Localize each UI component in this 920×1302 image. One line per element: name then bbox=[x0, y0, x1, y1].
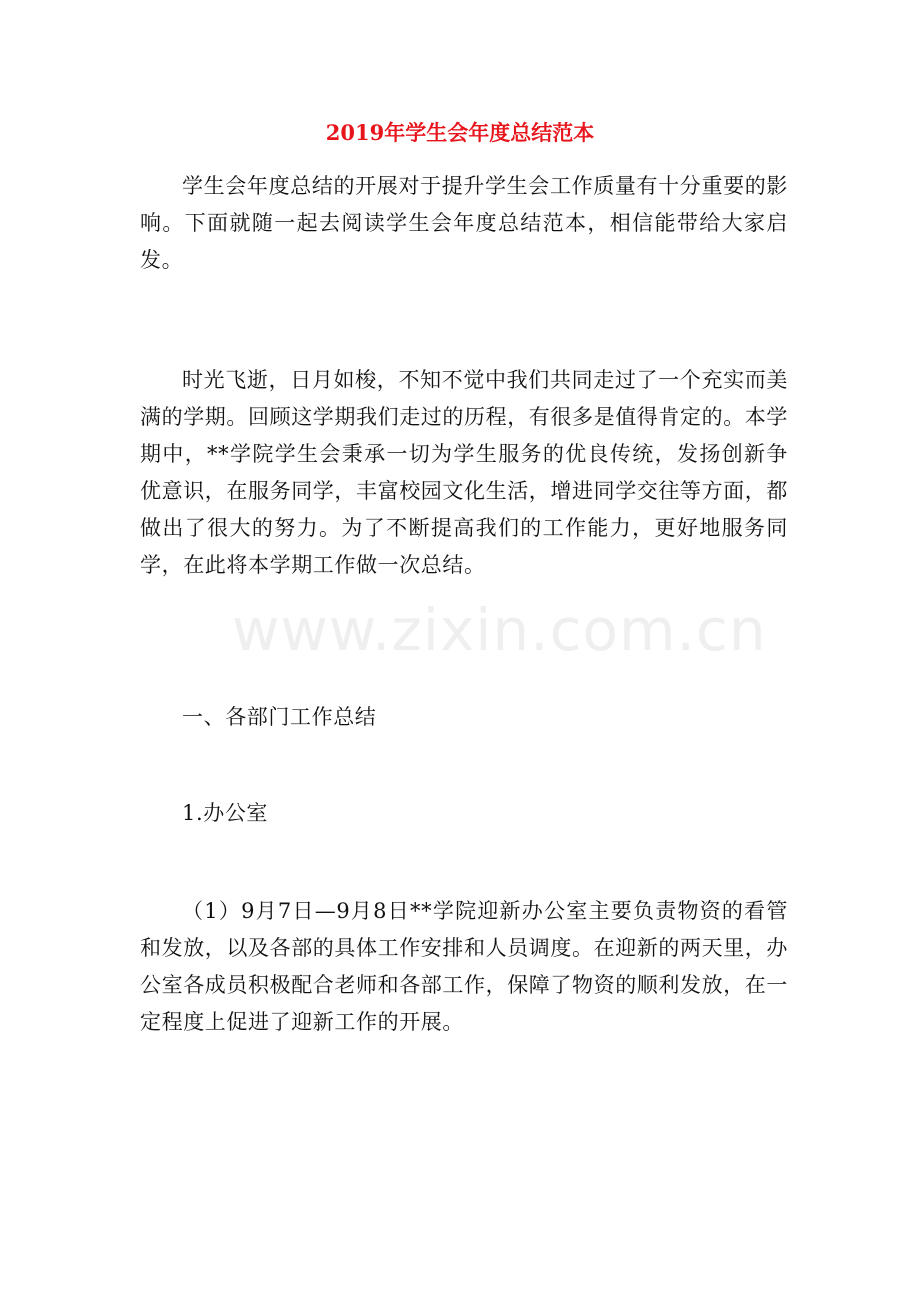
body-paragraph-2: （1）9月7日—9月8日**学院迎新办公室主要负责物资的看管和发放，以及各部的具体工作安排和人员调度。在迎新的两天里，办公室各成员积极配合老师和各部工作，保障了物资的顺利发放，在一定程度上促进了迎新工作的开展。 bbox=[140, 899, 788, 1034]
intro-paragraph: 学生会年度总结的开展对于提升学生会工作质量有十分重要的影响。下面就随一起去阅读学生会年度总结范本，相信能带给大家启发。 bbox=[140, 174, 788, 272]
document-title: 2019年学生会年度总结范本 bbox=[325, 120, 595, 145]
section-heading: 一、各部门工作总结 bbox=[182, 705, 377, 729]
watermark: www.zixin.com.cn bbox=[232, 596, 767, 664]
body-paragraph-1: 时光飞逝，日月如梭，不知不觉中我们共同走过了一个充实而美满的学期。回顾这学期我们走过的历程，有很多是值得肯定的。本学期中，**学院学生会秉承一切为学生服务的优良传统，发扬创新争优意识，在服务同学，丰富校园文化生活，增进同学交往等方面，都做出了很大的努力。为了不断提高我们的工作能力，更好地服务同学，在此将本学期工作做一次总结。 bbox=[140, 368, 788, 577]
subsection-heading: 1.办公室 bbox=[182, 801, 269, 825]
